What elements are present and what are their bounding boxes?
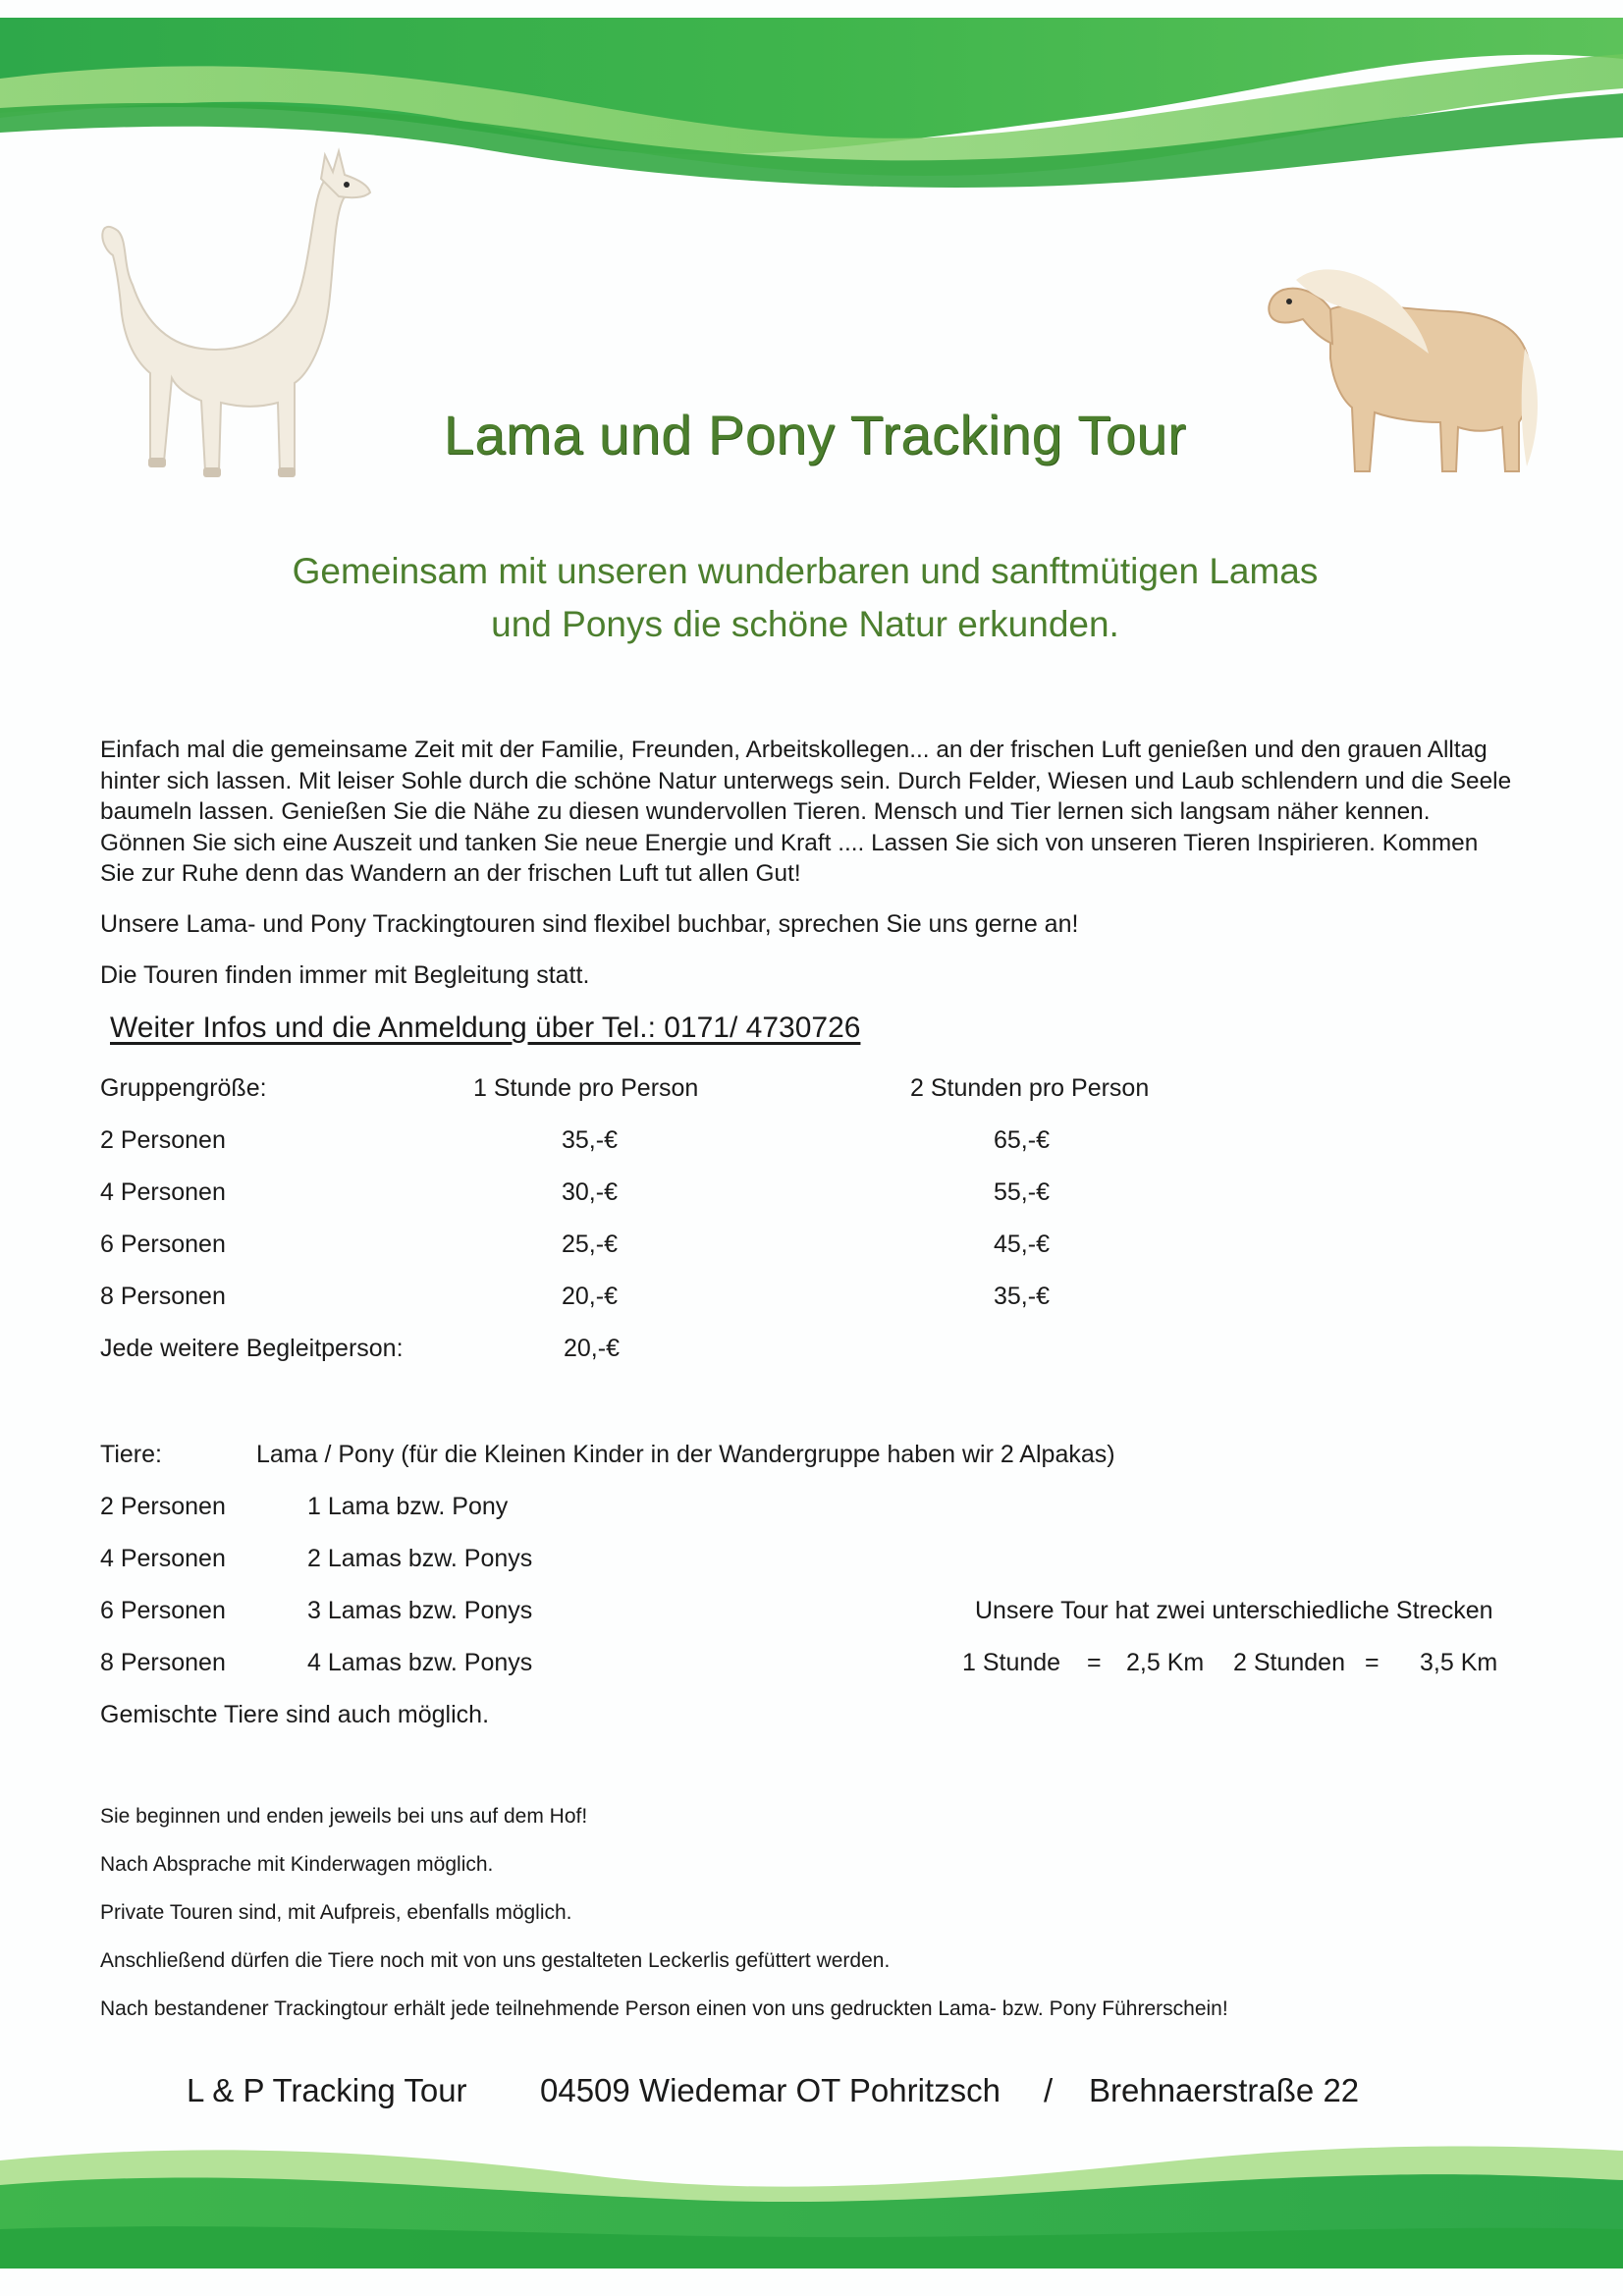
price-row-1h: 25,-€ xyxy=(562,1230,618,1258)
route-2h-label: 2 Stunden xyxy=(1233,1649,1345,1676)
route-1h-km: 2,5 Km xyxy=(1126,1649,1205,1676)
animals-row-group: 4 Personen xyxy=(100,1545,226,1572)
subtitle-line-1: Gemeinsam mit unseren wunderbaren und sanftmütigen Lamas xyxy=(292,551,1319,591)
price-header-group: Gruppengröße: xyxy=(100,1074,267,1102)
animals-row-count: 1 Lama bzw. Pony xyxy=(307,1493,509,1520)
price-row-group: 4 Personen xyxy=(100,1178,226,1206)
animals-row-count: 2 Lamas bzw. Ponys xyxy=(307,1545,533,1572)
price-row-1h: 30,-€ xyxy=(562,1178,618,1206)
animals-label: Tiere: xyxy=(100,1441,162,1468)
price-row-group: 8 Personen xyxy=(100,1283,226,1310)
footer-street: Brehnaerstraße 22 xyxy=(1089,2072,1360,2108)
animals-row-group: 6 Personen xyxy=(100,1597,226,1624)
subtitle-line-2: und Ponys die schöne Natur erkunden. xyxy=(491,604,1119,644)
price-row-2h: 65,-€ xyxy=(994,1126,1050,1154)
route-2h-km: 3,5 Km xyxy=(1420,1649,1498,1676)
extra-person-price: 20,-€ xyxy=(564,1335,620,1362)
price-header-2h: 2 Stunden pro Person xyxy=(910,1074,1150,1102)
price-row-group: 6 Personen xyxy=(100,1230,226,1258)
routes-heading: Unsere Tour hat zwei unterschiedliche Strecken xyxy=(975,1597,1493,1624)
price-row-2h: 45,-€ xyxy=(994,1230,1050,1258)
price-row-2h: 55,-€ xyxy=(994,1178,1050,1206)
note-item: Nach Absprache mit Kinderwagen möglich. xyxy=(100,1853,494,1876)
llama-image xyxy=(93,137,388,501)
footer-city: 04509 Wiedemar OT Pohritzsch xyxy=(540,2072,1001,2108)
footer-wave-banner xyxy=(0,2121,1623,2269)
intro-paragraph: Einfach mal die gemeinsame Zeit mit der Familie, Freunden, Arbeitskollegen... an der frischen Luft genießen und den grauen Alltag hinter sich lassen. Mit leiser Sohle durch die schöne Natur unterwegs sein. Durch Felder, Wiesen und Laub schlendern und die Seele baumeln lassen. Genießen Sie die Nähe zu diesen wundervollen Tieren. Mensch und Tier lernen sich langsam näher kennen. Gönnen Sie sich eine Auszeit und tanken Sie neue Energie und Kraft .... Lassen Sie sich von unseren Tieren Inspirieren. Kommen Sie zur Ruhe denn das Wandern an der frischen Luft tut allen Gut! xyxy=(100,737,1512,887)
page-title: Lama und Pony Tracking Tour xyxy=(443,404,1187,465)
extra-person-label: Jede weitere Begleitperson: xyxy=(100,1335,404,1362)
price-row-group: 2 Personen xyxy=(100,1126,226,1154)
subtitle xyxy=(196,545,1414,651)
price-row-1h: 35,-€ xyxy=(562,1126,618,1154)
price-row-1h: 20,-€ xyxy=(562,1283,618,1310)
booking-text: Unsere Lama- und Pony Trackingtouren sind flexibel buchbar, sprechen Sie uns gerne an! xyxy=(100,910,1079,938)
footer-separator: / xyxy=(1044,2072,1054,2108)
mixed-animals-text: Gemischte Tiere sind auch möglich. xyxy=(100,1701,490,1728)
animals-row-group: 8 Personen xyxy=(100,1649,226,1676)
animals-row-count: 4 Lamas bzw. Ponys xyxy=(307,1649,533,1676)
animals-note: Lama / Pony (für die Kleinen Kinder in der Wandergruppe haben wir 2 Alpakas) xyxy=(256,1441,1115,1468)
route-1h-label: 1 Stunde xyxy=(962,1649,1061,1676)
guided-text: Die Touren finden immer mit Begleitung statt. xyxy=(100,961,590,989)
animals-row-count: 3 Lamas bzw. Ponys xyxy=(307,1597,533,1624)
route-2h-equals: = xyxy=(1365,1649,1380,1676)
note-item: Sie beginnen und enden jeweils bei uns auf dem Hof! xyxy=(100,1805,588,1828)
price-header-1h: 1 Stunde pro Person xyxy=(473,1074,699,1102)
note-item: Private Touren sind, mit Aufpreis, ebenfalls möglich. xyxy=(100,1901,572,1924)
footer-business-name: L & P Tracking Tour xyxy=(187,2072,467,2108)
price-row-2h: 35,-€ xyxy=(994,1283,1050,1310)
route-1h-equals: = xyxy=(1087,1649,1102,1676)
note-item: Anschließend dürfen die Tiere noch mit von uns gestalteten Leckerlis gefüttert werden. xyxy=(100,1949,891,1972)
pony-image xyxy=(1262,241,1546,481)
animals-row-group: 2 Personen xyxy=(100,1493,226,1520)
contact-phone-line: Weiter Infos und die Anmeldung über Tel.: 0171/ 4730726 xyxy=(110,1011,861,1044)
note-item: Nach bestandener Trackingtour erhält jede teilnehmende Person einen von uns gedruckten Lama- bzw. Pony Führerschein! xyxy=(100,1997,1228,2020)
